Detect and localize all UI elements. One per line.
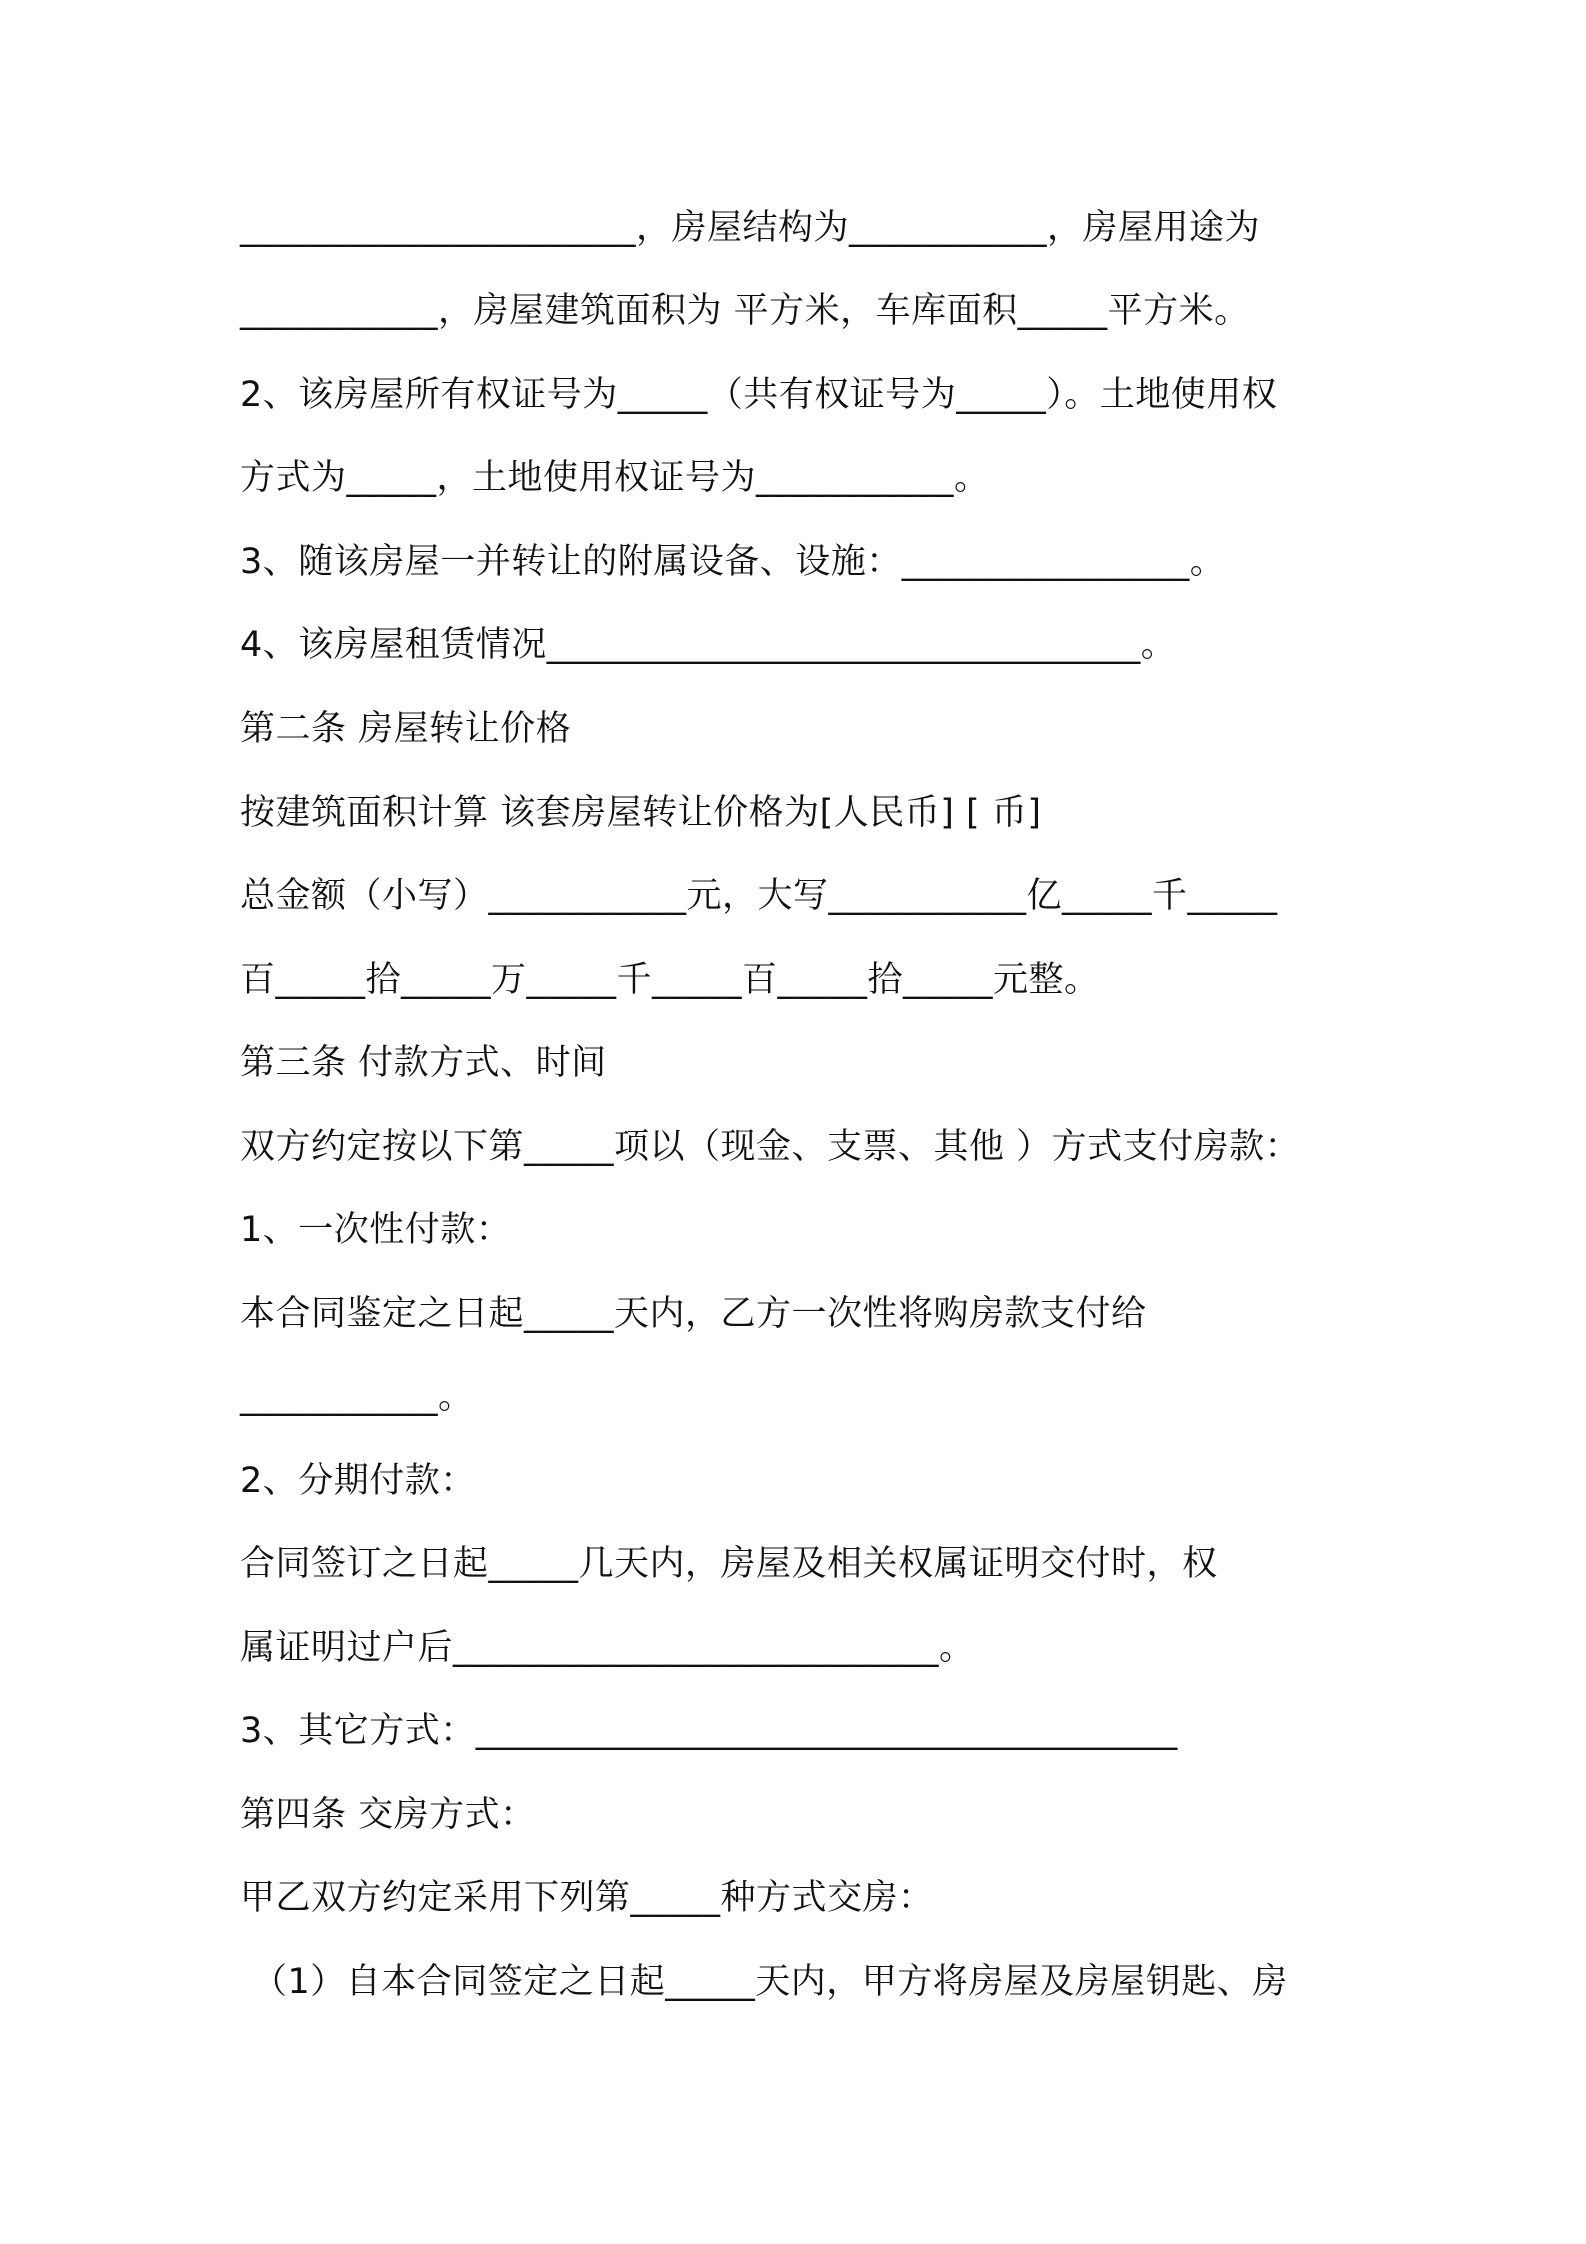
text-line-amount-in-words: 百_____拾_____万_____千_____百_____拾_____元整。 — [240, 960, 1100, 1000]
text-line-attached-facilities: 3、随该房屋一并转让的附属设备、设施：________________。 — [240, 542, 1226, 582]
text-line-delivery-choice: 甲乙双方约定采用下列第_____种方式交房： — [240, 1878, 934, 1918]
text-line-payment-method: 双方约定按以下第_____项以（现金、支票、其他 ）方式支付房款： — [240, 1127, 1301, 1167]
text-line-total-amount: 总金额（小写）___________元，大写___________亿_____千_____ — [240, 876, 1278, 916]
text-line-after-transfer: 属证明过户后___________________________。 — [240, 1628, 975, 1668]
article-4-heading: 第四条 交房方式： — [240, 1795, 536, 1835]
text-line-lump-sum-title: 1、一次性付款： — [240, 1210, 512, 1250]
text-line-building-area: ___________，房屋建筑面积为 平方米，车库面积_____平方米。 — [240, 291, 1250, 331]
text-line-lump-sum-detail: 本合同鉴定之日起_____天内，乙方一次性将购房款支付给 — [240, 1294, 1147, 1334]
article-2-heading: 第二条 房屋转让价格 — [240, 709, 572, 749]
text-line-installment-detail: 合同签订之日起_____几天内，房屋及相关权属证明交付时，权 — [240, 1544, 1218, 1584]
text-line-lump-sum-payee: ___________。 — [240, 1377, 474, 1417]
text-line-installment-title: 2、分期付款： — [240, 1461, 476, 1501]
text-line-house-structure: ______________________，房屋结构为___________，房屋用途为 — [240, 208, 1261, 248]
text-line-price-basis: 按建筑面积计算 该套房屋转让价格为[人民币] [ 币] — [240, 793, 1042, 833]
text-line-other-methods: 3、其它方式：_______________________________________ — [240, 1711, 1178, 1751]
text-line-ownership-cert: 2、该房屋所有权证号为_____（共有权证号为_____）。土地使用权 — [240, 375, 1278, 415]
text-line-lease-status: 4、该房屋租赁情况_________________________________。 — [240, 625, 1177, 665]
article-3-heading: 第三条 付款方式、时间 — [240, 1043, 607, 1083]
text-line-land-use-cert: 方式为_____，土地使用权证号为___________。 — [240, 458, 990, 498]
text-line-delivery-option-1: （1）自本合同签定之日起_____天内，甲方将房屋及房屋钥匙、房 — [252, 1962, 1288, 2002]
